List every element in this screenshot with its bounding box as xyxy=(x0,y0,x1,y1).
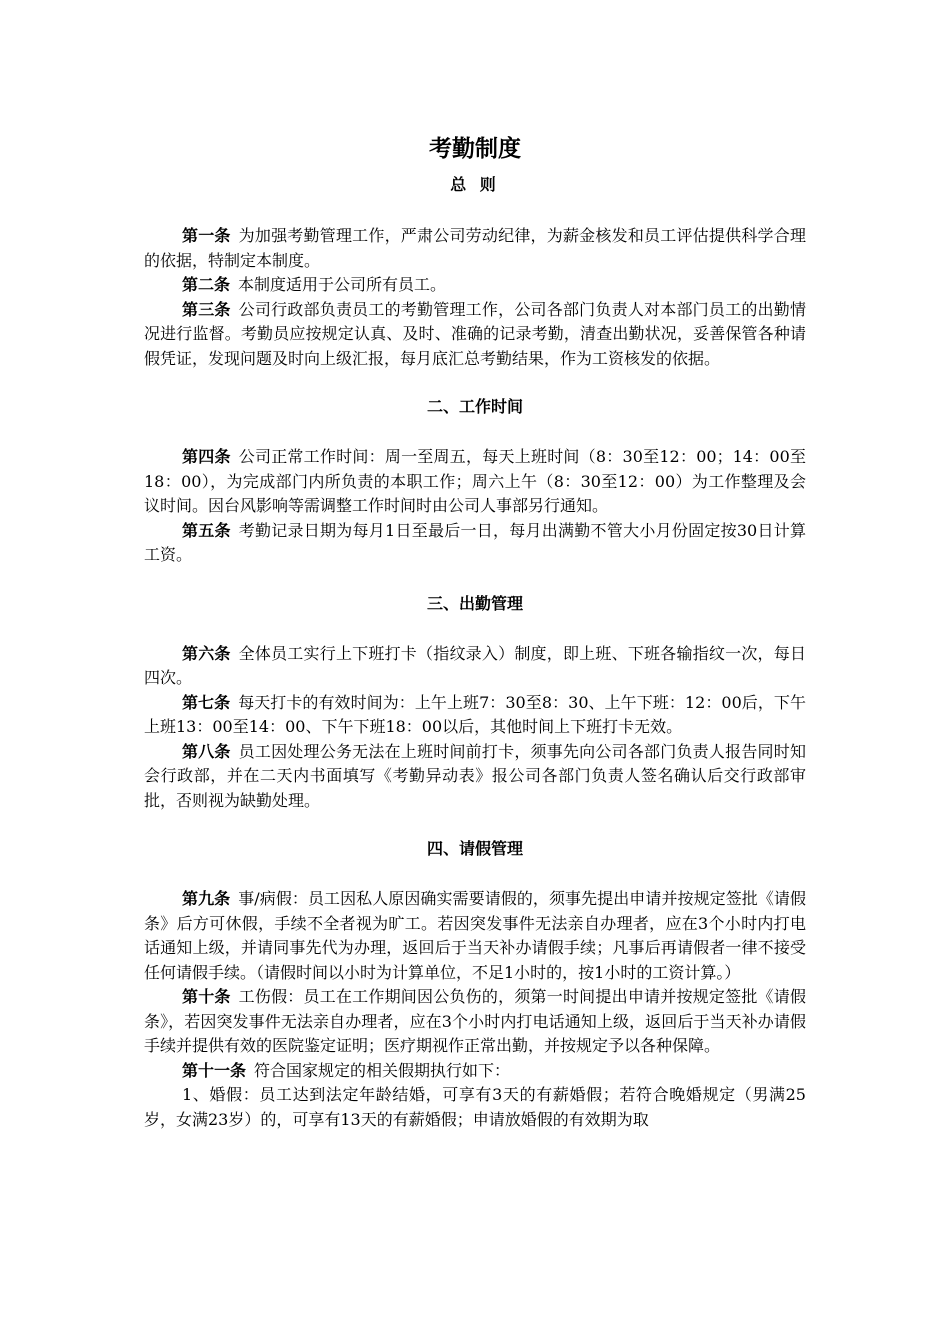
article-paragraph xyxy=(144,985,806,1059)
article-label: 第六条 xyxy=(182,643,231,663)
article-paragraph xyxy=(144,1083,806,1132)
article-paragraph xyxy=(144,642,806,691)
article-label: 第三条 xyxy=(182,299,231,319)
article-paragraph xyxy=(144,519,806,568)
article-paragraph xyxy=(144,691,806,740)
article-text: 考勤记录日期为每月1日至最后一日，每月出满勤不管大小月份固定按30日计算工资。 xyxy=(144,520,806,564)
article-text: 事/病假：员工因私人原因确实需要请假的，须事先提出申请并按规定签批《请假条》后方可休假，手续不全者视为旷工。若因突发事件无法亲自办理者，应在3个小时内打电话通知上级，并请同事先代为办理，返回后于当天补办请假手续；凡事后再请假者一律不接受任何请假手续。（请假时间以小时为计算单位，不足1小时的，按1小时的工资计算。） xyxy=(144,889,806,982)
article-text: 为加强考勤管理工作，严肃公司劳动纪律，为薪金核发和员工评估提供科学合理的依据，特制定本制度。 xyxy=(144,226,806,270)
article-text: 1、婚假：员工达到法定年龄结婚，可享有3天的有薪婚假；若符合晚婚规定（男满25岁，女满23岁）的，可享有13天的有薪婚假；申请放婚假的有效期为取 xyxy=(144,1085,806,1129)
article-text: 每天打卡的有效时间为：上午上班7：30至8：30、上午下班：12：00后，下午上班13：00至14：00、下午下班18：00以后，其他时间上下班打卡无效。 xyxy=(144,692,806,736)
article-paragraph xyxy=(144,224,806,273)
article-text: 本制度适用于公司所有员工。 xyxy=(238,275,447,294)
article-paragraph xyxy=(144,273,806,298)
document-section xyxy=(144,224,806,371)
article-label: 第八条 xyxy=(182,741,231,761)
article-label: 第一条 xyxy=(182,226,231,245)
article-label: 第四条 xyxy=(182,447,231,466)
article-label: 第九条 xyxy=(182,889,231,908)
article-text: 全体员工实行上下班打卡（指纹录入）制度，即上班、下班各输指纹一次，每日四次。 xyxy=(144,643,806,687)
article-text: 符合国家规定的相关假期执行如下： xyxy=(254,1060,511,1080)
section-heading: 二、工作时间 xyxy=(426,397,523,416)
article-paragraph xyxy=(144,1059,806,1084)
document-body xyxy=(144,224,806,1132)
article-text: 员工因处理公务无法在上班时间前打卡，须事先向公司各部门负责人报告同时知会行政部，并在二天内书面填写《考勤异动表》报公司各部门负责人签名确认后交行政部审批，否则视为缺勤处理。 xyxy=(144,741,806,810)
article-label: 第五条 xyxy=(182,520,231,540)
document-subtitle: 总 则 xyxy=(450,175,500,194)
article-text: 公司正常工作时间：周一至周五，每天上班时间（8：30至12：00；14：00至18：00），为完成部门内所负责的本职工作；周六上午（8：30至12：00）为工作整理及会议时间。因台风影响等需调整工作时间时由公司人事部另行通知。 xyxy=(144,447,806,515)
article-text: 公司行政部负责员工的考勤管理工作，公司各部门负责人对本部门员工的出勤情况进行监督。考勤员应按规定认真、及时、准确的记录考勤，清查出勤状况，妥善保管各种请假凭证，发现问题及时向上级汇报，每月底汇总考勤结果，作为工资核发的依据。 xyxy=(144,299,806,368)
document-section xyxy=(144,837,806,1132)
article-paragraph xyxy=(144,445,806,519)
article-text: 工伤假：员工在工作期间因公负伤的，须第一时间提出申请并按规定签批《请假条》，若因突发事件无法亲自办理者，应在3个小时内打电话通知上级，返回后于当天补办请假手续并提供有效的医院鉴定证明；医疗期视作正常出勤，并按规定予以各种保障。 xyxy=(144,987,806,1055)
article-label: 第二条 xyxy=(182,275,231,294)
article-label: 第七条 xyxy=(182,692,231,712)
document-title: 考勤制度 xyxy=(429,136,521,162)
article-paragraph xyxy=(144,298,806,372)
document-section xyxy=(144,592,806,814)
article-paragraph xyxy=(144,740,806,814)
article-paragraph xyxy=(144,887,806,985)
document-page xyxy=(144,130,806,1132)
article-label: 第十条 xyxy=(182,987,231,1006)
document-section xyxy=(144,395,806,568)
article-label: 第十一条 xyxy=(182,1060,247,1080)
section-heading: 四、请假管理 xyxy=(426,839,523,858)
section-heading: 三、出勤管理 xyxy=(426,593,523,613)
